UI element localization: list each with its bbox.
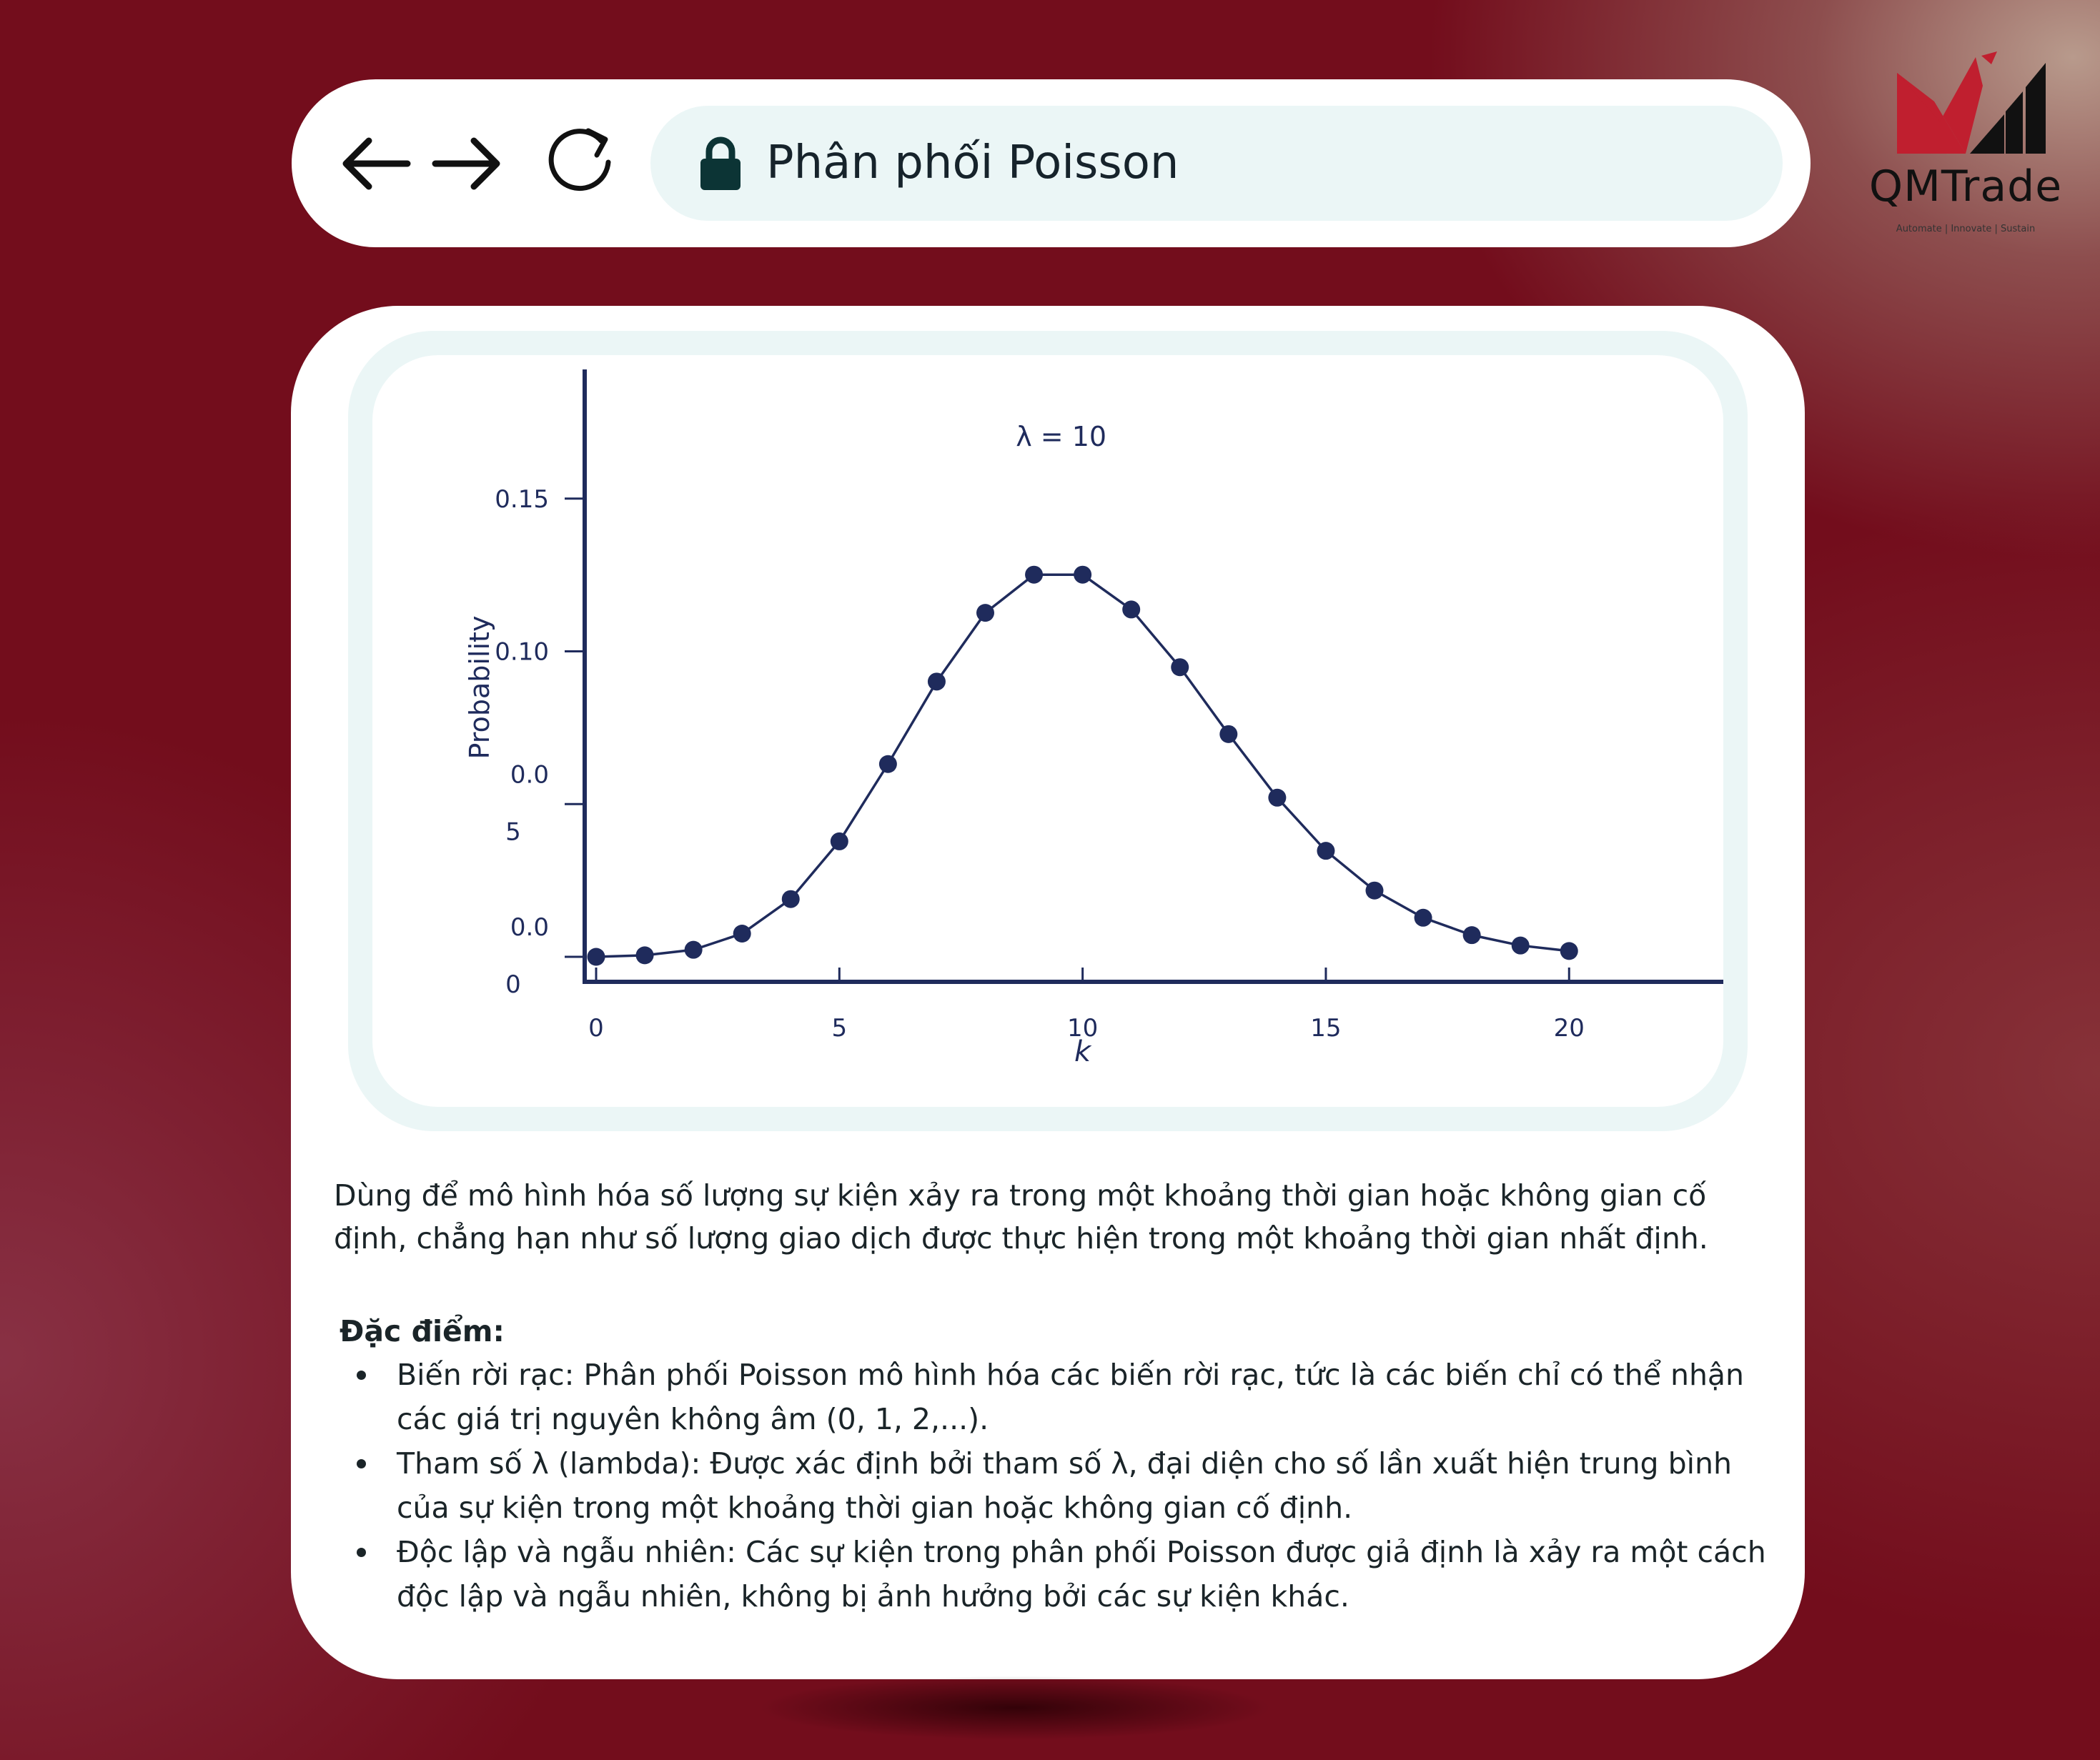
x-tick-label: 10: [1066, 1014, 1099, 1043]
data-point: [1560, 942, 1578, 960]
feature-item: [334, 1530, 1785, 1619]
feature-item: [334, 1353, 1785, 1441]
description-text: Dùng để mô hình hóa số lượng sự kiện xảy ra trong một khoảng thời gian hoặc không gian cố định, chẳng hạn như số lượng giao dịch được thực hiện trong một khoảng thời gian nhất định.: [334, 1178, 1708, 1256]
data-point: [1219, 725, 1237, 743]
features-heading: Đặc điểm:: [340, 1314, 505, 1348]
reload-icon[interactable]: [538, 121, 624, 207]
data-point: [1366, 882, 1384, 900]
series-line: [596, 575, 1569, 957]
data-point: [636, 946, 654, 964]
logo-mark-icon: [1897, 43, 2047, 157]
chart-title: λ = 10: [1016, 421, 1107, 452]
y-tick-label: 5: [505, 817, 521, 847]
logo-name: QMTrade: [1868, 161, 2063, 212]
data-point: [685, 941, 703, 959]
data-point: [1122, 600, 1140, 618]
bullet-icon: [357, 1548, 366, 1557]
logo-tagline: Automate | Innovate | Sustain: [1896, 224, 2036, 234]
feature-text: Độc lập và ngẫu nhiên: Các sự kiện trong phân phối Poisson được giả định là xảy ra một cách độc lập và ngẫu nhiên, không bị ảnh hưởng bởi các sự kiện khác.: [397, 1535, 1766, 1614]
data-point: [1512, 937, 1530, 955]
data-point: [1074, 566, 1091, 584]
features-list: [334, 1353, 1785, 1619]
url-text: Phân phối Poisson: [766, 136, 1179, 189]
feature-item: [334, 1441, 1785, 1530]
data-point: [928, 672, 946, 690]
url-field[interactable]: [650, 106, 1783, 221]
poisson-chart: [372, 355, 1723, 1107]
data-point: [976, 604, 994, 622]
data-point: [1025, 566, 1043, 584]
data-point: [782, 890, 800, 908]
x-tick-label: 20: [1553, 1014, 1585, 1043]
forward-arrow-icon[interactable]: [424, 121, 510, 207]
qmtrade-logo: [1858, 43, 2073, 250]
back-arrow-icon[interactable]: [333, 121, 419, 207]
data-point: [1463, 926, 1481, 944]
browser-address-bar: [292, 79, 1811, 247]
bullet-icon: [357, 1459, 366, 1468]
y-tick-label: 0: [505, 970, 521, 999]
y-tick-label: 0.15: [495, 484, 549, 514]
y-axis-label: Probability: [464, 615, 495, 760]
data-point: [1268, 789, 1286, 807]
data-point: [831, 832, 848, 850]
x-tick-label: 5: [831, 1014, 848, 1043]
data-point: [733, 925, 751, 943]
content-card: [291, 306, 1805, 1679]
y-tick-label: 0.10: [495, 637, 549, 667]
x-tick-label: 15: [1310, 1014, 1342, 1043]
card-shadow: [758, 1676, 1272, 1740]
data-point: [1171, 658, 1189, 676]
y-tick-label: 0.0: [510, 913, 549, 942]
data-point: [1415, 909, 1432, 927]
data-point: [879, 755, 897, 773]
x-tick-label: 0: [588, 1014, 604, 1043]
data-point: [1317, 842, 1334, 860]
lock-icon: [692, 134, 749, 192]
feature-text: Biến rời rạc: Phân phối Poisson mô hình hóa các biến rời rạc, tức là các biến chỉ có thể nhận các giá trị nguyên không âm (0, 1, 2,...).: [397, 1358, 1745, 1436]
data-point: [588, 948, 605, 966]
chart-frame: [348, 331, 1748, 1131]
y-tick-label: 0.0: [510, 760, 549, 790]
chart-panel: [372, 355, 1723, 1107]
x-axis-label: k: [1074, 1035, 1091, 1068]
feature-text: Tham số λ (lambda): Được xác định bởi tham số λ, đại diện cho số lần xuất hiện trung bình của sự kiện trong một khoảng thời gian hoặc không gian cố định.: [397, 1446, 1733, 1525]
bullet-icon: [357, 1371, 366, 1380]
